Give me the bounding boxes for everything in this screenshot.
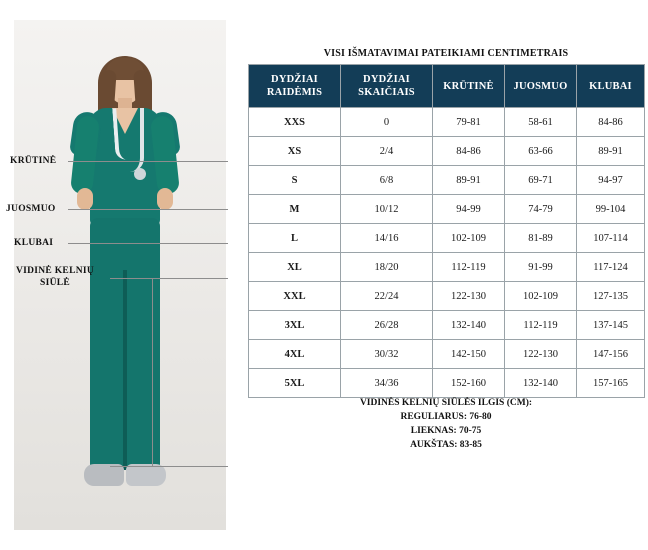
- table-row: [249, 224, 645, 253]
- cell-chest: 94-99: [433, 195, 505, 224]
- cell-letter: XXS: [249, 108, 341, 137]
- header-hips: [577, 65, 645, 108]
- cell-letter: XS: [249, 137, 341, 166]
- cell-letter: XXL: [249, 282, 341, 311]
- cell-waist: 102-109: [505, 282, 577, 311]
- cell-hips: 84-86: [577, 108, 645, 137]
- header-row: [249, 65, 645, 108]
- header-waist: [505, 65, 577, 108]
- cell-hips: 99-104: [577, 195, 645, 224]
- cell-chest: 84-86: [433, 137, 505, 166]
- cell-letter: M: [249, 195, 341, 224]
- guide-line-inseam-bottom: [110, 466, 228, 467]
- cell-hips: 117-124: [577, 253, 645, 282]
- header-letter-sizes-label: DYDŽIAI RAIDĖMIS: [266, 74, 323, 98]
- cell-chest: 79-81: [433, 108, 505, 137]
- cell-hips: 127-135: [577, 282, 645, 311]
- table-row: [249, 282, 645, 311]
- cell-hips: 147-156: [577, 340, 645, 369]
- cell-chest: 112-119: [433, 253, 505, 282]
- cell-chest: 89-91: [433, 166, 505, 195]
- stethoscope-bell-icon: [134, 168, 146, 180]
- cell-letter: L: [249, 224, 341, 253]
- cell-hips: 107-114: [577, 224, 645, 253]
- cell-letter: XL: [249, 253, 341, 282]
- inseam-footnote: [248, 396, 644, 452]
- measurements-caption: VISI IŠMATAVIMAI PATEIKIAMI CENTIMETRAIS: [323, 48, 569, 59]
- cell-letter: 5XL: [249, 369, 341, 398]
- cell-number: 2/4: [341, 137, 433, 166]
- header-chest: [433, 65, 505, 108]
- cell-hips: 157-165: [577, 369, 645, 398]
- cell-letter: 4XL: [249, 340, 341, 369]
- pants-inseam-shadow: [123, 270, 127, 470]
- guide-label-waist: JUOSMUO: [6, 204, 56, 214]
- cell-number: 0: [341, 108, 433, 137]
- header-waist-label: JUOSMUO: [513, 80, 568, 92]
- table-panel: [244, 0, 648, 550]
- guide-line-hips: [68, 243, 228, 244]
- guide-label-chest: KRŪTINĖ: [10, 156, 57, 166]
- cell-hips: 94-97: [577, 166, 645, 195]
- cell-number: 34/36: [341, 369, 433, 398]
- guide-label-hips: KLUBAI: [14, 238, 54, 248]
- cell-waist: 81-89: [505, 224, 577, 253]
- footnote-tall: AUKŠTAS: 83-85: [410, 440, 482, 450]
- cell-waist: 112-119: [505, 311, 577, 340]
- cell-waist: 58-61: [505, 108, 577, 137]
- table-row: [249, 137, 645, 166]
- guide-line-inseam-vertical: [152, 278, 153, 466]
- guide-line-inseam-top: [110, 278, 228, 279]
- table-row: [249, 166, 645, 195]
- cell-chest: 132-140: [433, 311, 505, 340]
- cell-letter: 3XL: [249, 311, 341, 340]
- cell-number: 6/8: [341, 166, 433, 195]
- table-row: [249, 253, 645, 282]
- header-letter-sizes: [249, 65, 341, 108]
- shoe-right-shape: [126, 464, 166, 486]
- cell-waist: 91-99: [505, 253, 577, 282]
- cell-hips: 137-145: [577, 311, 645, 340]
- cell-waist: 69-71: [505, 166, 577, 195]
- cell-waist: 132-140: [505, 369, 577, 398]
- guide-label-inseam: VIDINĖ KELNIŲ SIŪLĖ: [15, 266, 95, 288]
- cell-number: 22/24: [341, 282, 433, 311]
- guide-line-waist: [68, 209, 228, 210]
- table-row: [249, 369, 645, 398]
- cell-number: 30/32: [341, 340, 433, 369]
- cell-chest: 122-130: [433, 282, 505, 311]
- table-row: [249, 195, 645, 224]
- size-table: [248, 64, 645, 398]
- header-chest-label: KRŪTINĖ: [443, 80, 494, 92]
- header-hips-label: KLUBAI: [589, 80, 632, 92]
- table-row: [249, 311, 645, 340]
- shoe-left-shape: [84, 464, 124, 486]
- stethoscope-right-tube: [130, 108, 144, 172]
- cell-waist: 63-66: [505, 137, 577, 166]
- cell-hips: 89-91: [577, 137, 645, 166]
- cell-number: 14/16: [341, 224, 433, 253]
- cell-number: 26/28: [341, 311, 433, 340]
- header-numeric-sizes: [341, 65, 433, 108]
- hand-left-shape: [77, 188, 93, 210]
- cell-letter: S: [249, 166, 341, 195]
- cell-waist: 122-130: [505, 340, 577, 369]
- cell-chest: 152-160: [433, 369, 505, 398]
- cell-waist: 74-79: [505, 195, 577, 224]
- size-table-head: [249, 65, 645, 108]
- cell-chest: 142-150: [433, 340, 505, 369]
- guide-line-chest: [68, 161, 228, 162]
- cell-number: 10/12: [341, 195, 433, 224]
- footnote-petite: LIEKNAS: 70-75: [410, 426, 482, 436]
- header-numeric-sizes-label: DYDŽIAI SKAIČIAIS: [358, 74, 415, 98]
- photo-panel: [0, 0, 238, 550]
- size-table-body: [249, 108, 645, 398]
- cell-number: 18/20: [341, 253, 433, 282]
- footnote-regular: REGULIARUS: 76-80: [400, 412, 492, 422]
- cell-chest: 102-109: [433, 224, 505, 253]
- table-row: [249, 108, 645, 137]
- footnote-title: VIDINĖS KELNIŲ SIŪLĖS ILGIS (CM):: [359, 398, 533, 408]
- table-row: [249, 340, 645, 369]
- hand-right-shape: [157, 188, 173, 210]
